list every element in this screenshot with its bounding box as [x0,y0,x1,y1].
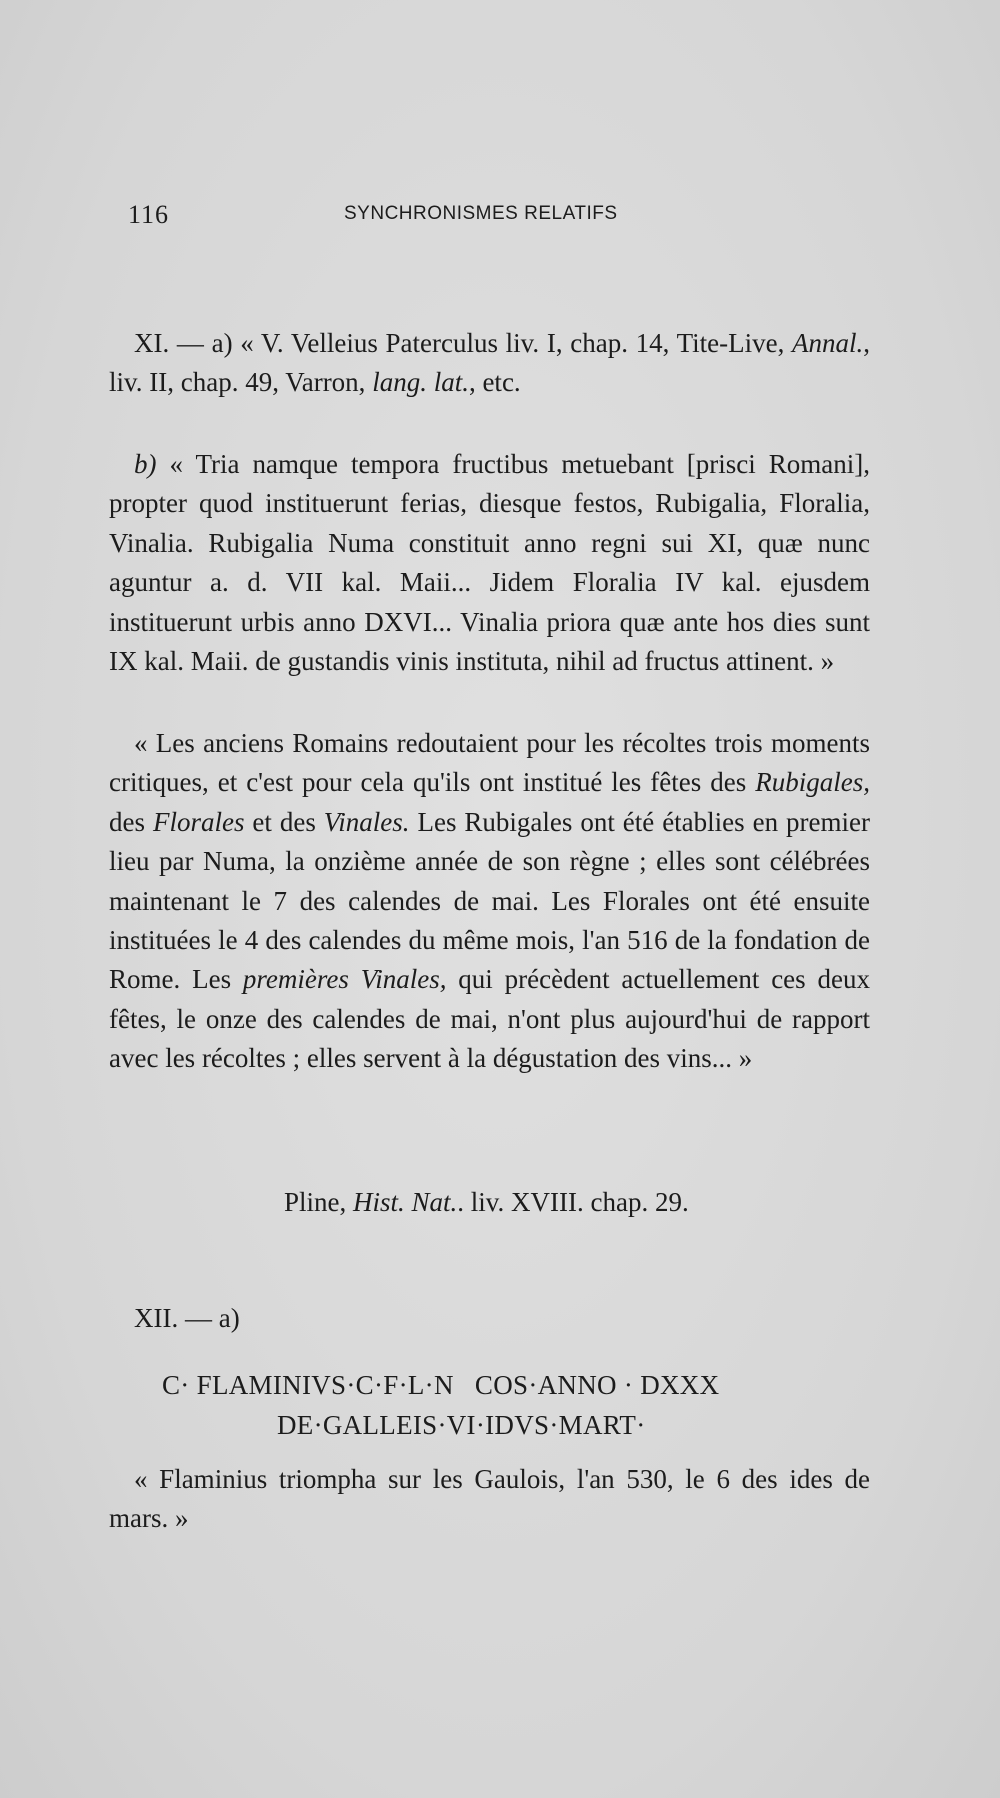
section-xii-translation [109,1460,870,1539]
translation-text: « Les anciens Romains redoutaient pour les récoltes trois moments critiques, et c'est pour cela qu'ils ont institué les fêtes des [109,728,870,798]
annal-italic: Annal. [792,328,864,358]
running-title: SYNCHRONISMES RELATIFS [344,203,618,224]
section-xi-a [109,324,870,403]
section-xii-heading: XII. — a) [134,1303,240,1333]
translation-text: des [109,806,153,837]
lang-lat-italic: lang. lat. [372,367,469,398]
section-xi-a-label: XI. — a) [134,328,233,358]
section-xi-a-paragraph [109,324,870,403]
citation-author: Pline, [284,1187,354,1217]
french-translation [109,724,870,1079]
section-xi-a-text: , liv. II, chap. 49, Varron, [109,328,870,398]
section-xi-a-text: « V. Velleius Paterculus liv. I, chap. 14, Tite-Live, [232,328,792,358]
citation-reference: . liv. XVIII. chap. 29. [457,1187,689,1217]
section-xii-translation-paragraph: « Flaminius triompha sur les Gaulois, l'an 530, le 6 des ides de mars. » [109,1464,870,1534]
inscription-line-2: DE·GALLEIS·VI·IDVS·MART· [277,1410,646,1440]
translation-text: qui précèdent actuellement ces deux fêtes, le onze des calendes de mai, n'ont plus aujourd'hui de rapport avec les récoltes ; elles servent à la dégustation des vins... » [109,964,870,1074]
latin-quote-text: « Tria namque tempora fructibus metuebant [prisci Romani], propter quod instituerunt ferias, diesque festos, Rubigalia, Floralia, Vinalia. Rubigalia Numa constituit anno regni sui XI, quæ nunc aguntur a. d. VII kal. Maii... Jidem Floralia IV kal. ejusdem instituerunt urbis anno DXVI... Vinalia priora quæ ante hos dies sunt IX kal. Maii. de gustandis vinis instituta, nihil ad fructus attinent. » [109,449,870,677]
inscription-line-1: C· FLAMINIVS·C·F·L·N COS·ANNO · DXXX [162,1370,720,1400]
section-xi-a-text: , etc. [468,367,521,398]
page-header [0,200,1000,230]
latin-quote-paragraph [109,445,870,681]
translation-text: Les Rubigales ont été établies en premier lieu par Numa, la onzième année de son règne ; elles sont célébrées maintenant le 7 des calendes de mai. Les Florales ont été ensuite instituées le 4 des calendes du même mois, l'an 516 de la fondation de Rome. Les [109,806,870,995]
premieres-vinales-italic: premières Vinales, [242,964,447,995]
florales-italic: Florales [152,806,245,837]
page-number: 116 [128,200,170,229]
section-xi-b [109,445,870,681]
citation-work: Hist. Nat. [353,1187,458,1217]
translation-text: et des [244,806,324,837]
pliny-citation [284,1182,689,1222]
section-xi-b-label: b) [134,449,157,479]
vinales-italic: Vinales. [323,806,410,837]
french-translation-paragraph [109,724,870,1079]
rubigales-italic: Rubigales, [755,767,870,798]
